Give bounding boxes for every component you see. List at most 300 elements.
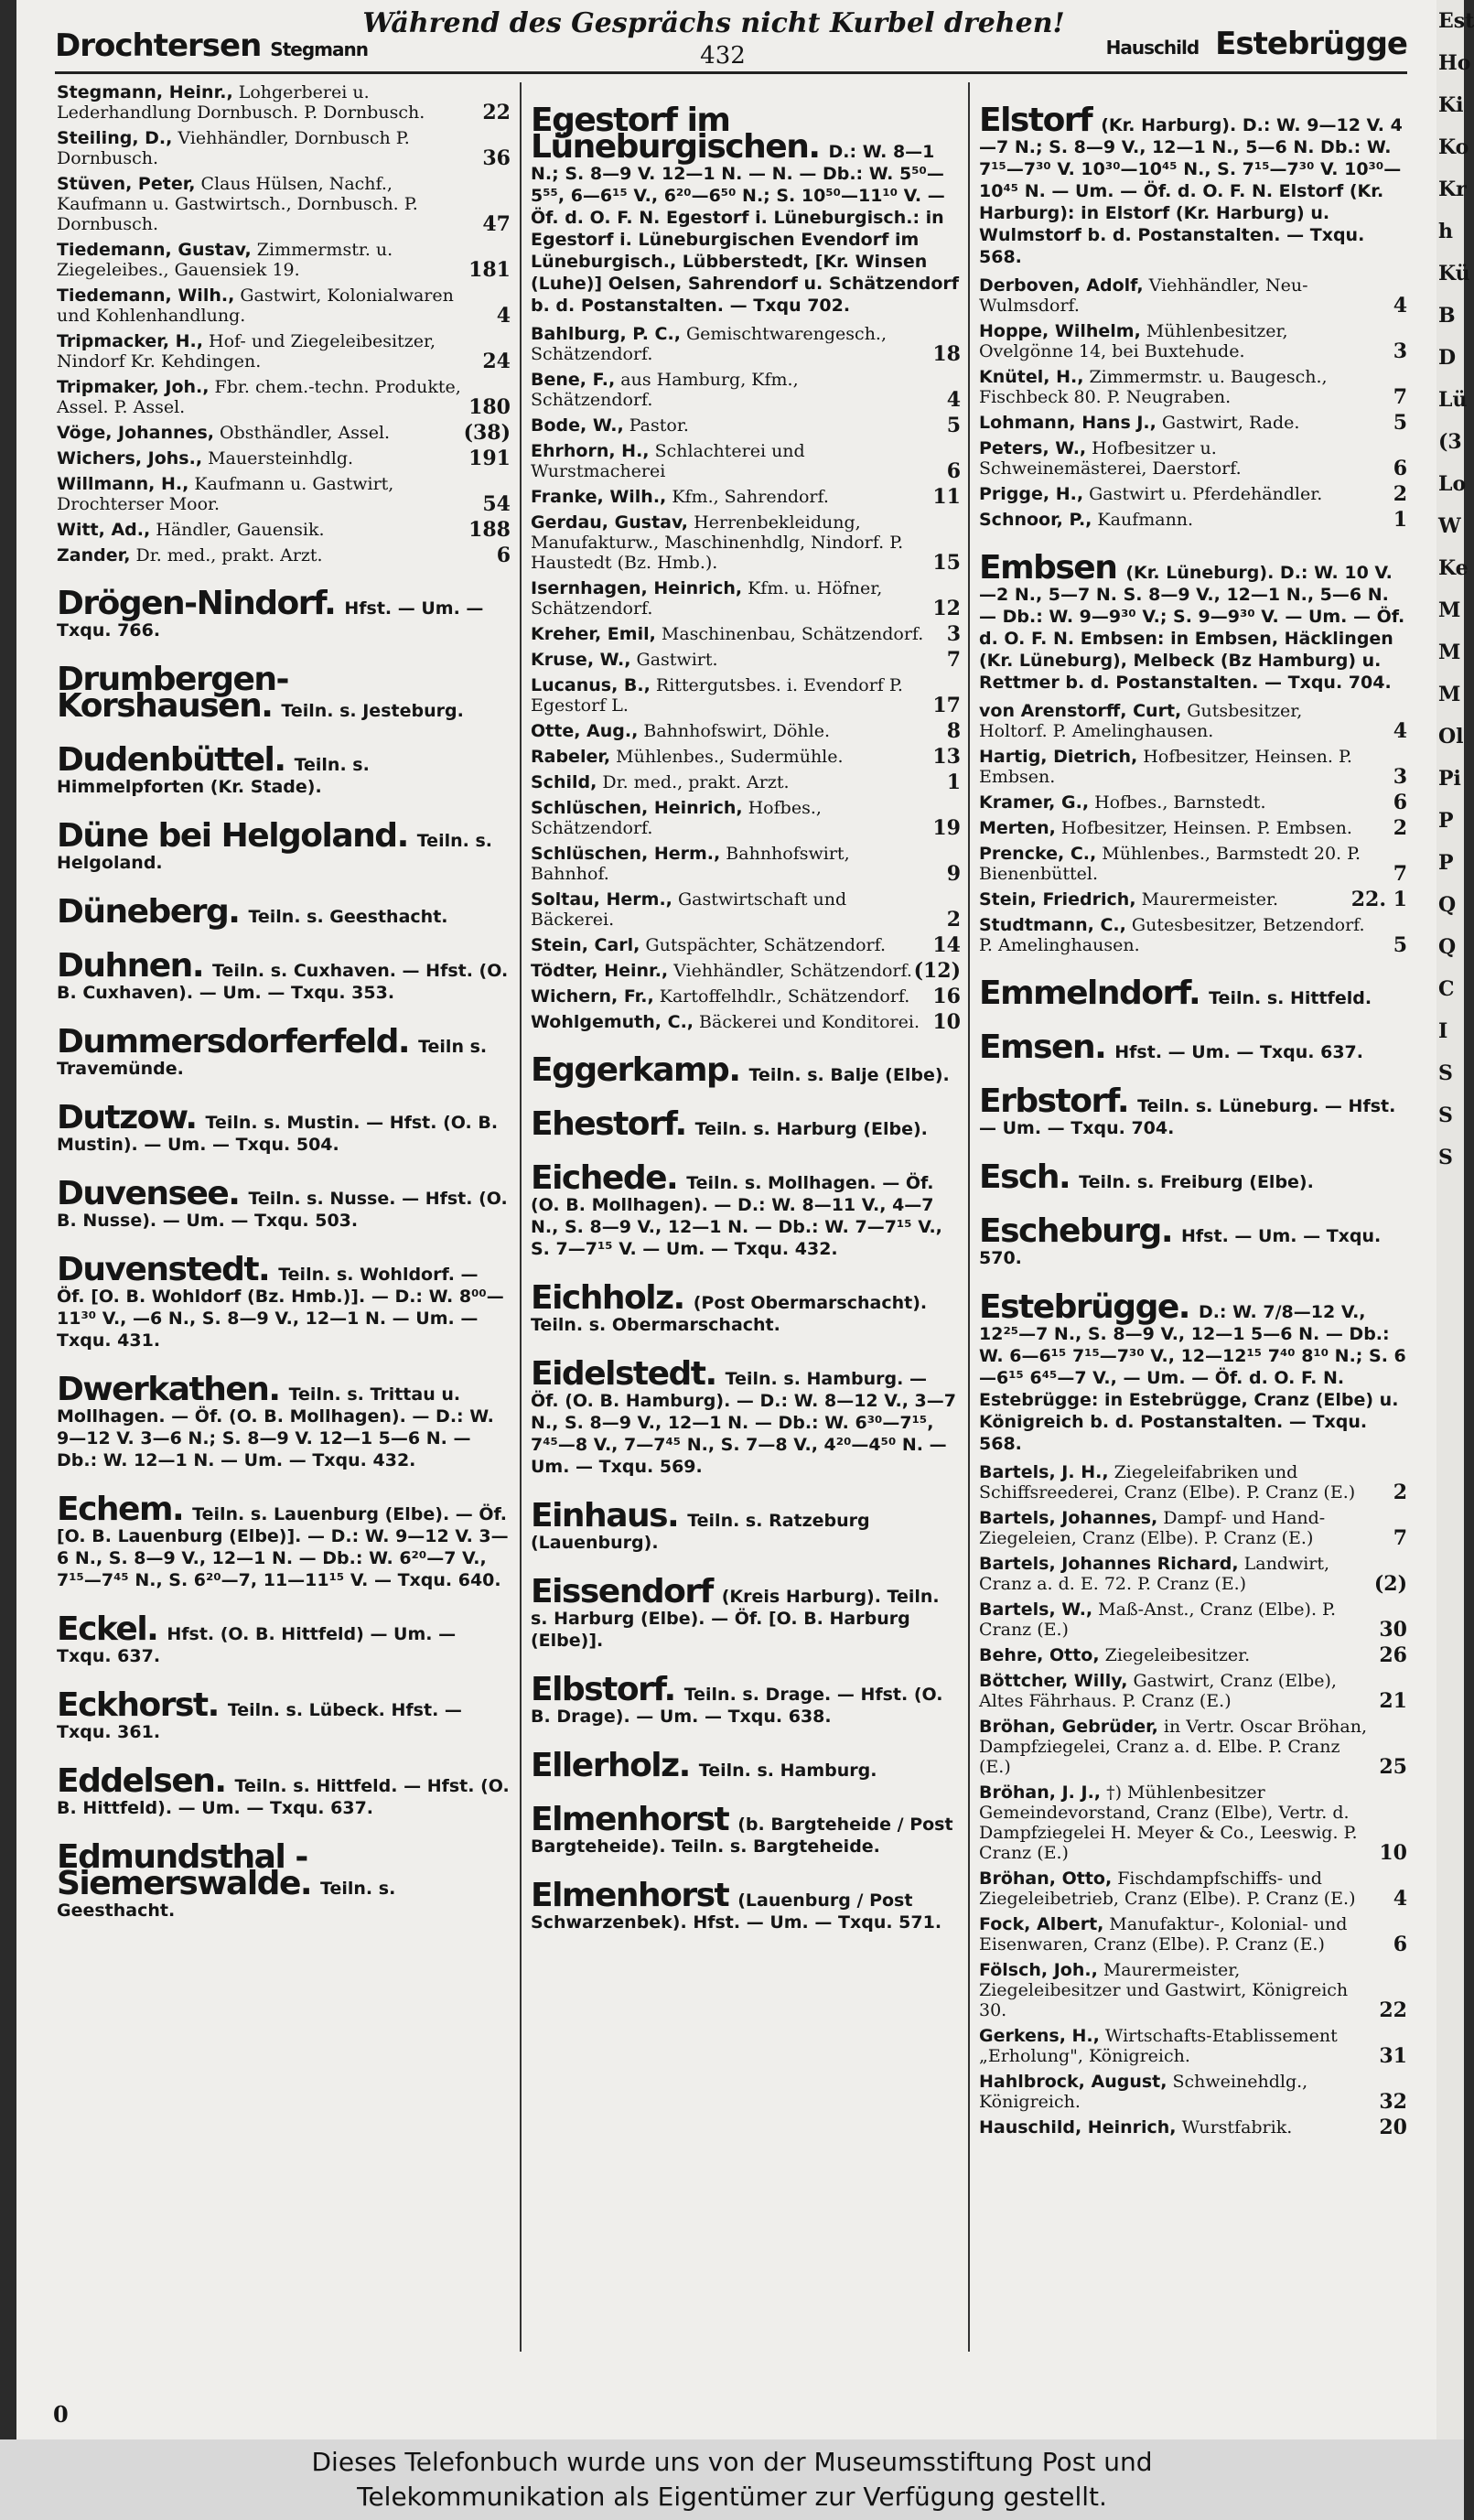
- listing-entry: [57, 285, 511, 326]
- subscriber-details: Obsthändler, Assel.: [213, 423, 391, 443]
- phone-number: 21: [1379, 1689, 1407, 1713]
- place-info: Teiln. s. Cuxhaven. — Hfst. (O. B. Cuxhaven). — Um. — Txqu. 353.: [57, 961, 509, 1003]
- subscriber-name: Merten,: [979, 818, 1056, 838]
- footer-notice: [0, 2439, 1464, 2520]
- edge-fragment: Ol: [1438, 725, 1464, 748]
- subscriber-name: Tiedemann, Gustav,: [57, 240, 252, 260]
- directory-page: [16, 0, 1436, 2439]
- listing-entry: [531, 986, 961, 1007]
- place-name: Duvenstedt.: [57, 1251, 270, 1288]
- edge-fragment: M: [1438, 683, 1461, 706]
- phone-number: 22. 1: [1350, 888, 1407, 911]
- subscriber-details: Viehhändler, Dornbusch P. Dornbusch.: [57, 128, 410, 168]
- listing-entry: [979, 275, 1407, 316]
- place-heading: [979, 1082, 1407, 1139]
- listing-entry: [531, 889, 961, 930]
- edge-fragment: S: [1438, 1146, 1453, 1169]
- subscriber-details: Hofbesitzer u. Schweinemästerei, Daerstorf.: [979, 438, 1242, 479]
- edge-fragment: C: [1438, 977, 1455, 1001]
- subscriber-details: Gastwirt, Cranz (Elbe), Altes Fährhaus. P. Cranz (E.): [979, 1671, 1337, 1711]
- listing-entry: [979, 2117, 1407, 2138]
- place-info: Teiln. s. Trittau u. Mollhagen. — Öf. (O. B. Mollhagen). — D.: W. 9—12 V. 3—6 N.; S. 8—9 V. 12—1 5—6 N. — Db.: W. 12—1 N. — Um. — Txqu. 432.: [57, 1384, 494, 1470]
- subscriber-name: Derboven, Adolf,: [979, 275, 1144, 296]
- subscriber-details: Mühlenbes., Barmstedt 20. P. Bienenbüttel.: [979, 844, 1361, 884]
- listing-entry: [531, 798, 961, 838]
- header-page-number: 432: [700, 42, 746, 70]
- place-heading: [979, 1212, 1407, 1269]
- place-heading: [531, 1801, 961, 1858]
- listing-entry: [57, 474, 511, 514]
- subscriber-details: Hofbesitzer, Heinsen. P. Embsen.: [1055, 818, 1352, 838]
- place-info: D.: W. 7/8—12 V., 12²⁵—7 N., S. 8—9 V., 12—1 5—6 N. — Db.: W. 6—6¹⁵ 7¹⁵—7³⁰ V., 12—12¹⁵ 7⁴⁰ 8¹⁰ N.; S. 6—6¹⁵ 6⁴⁵—7 V., — Um. — Öf. d. O. F. N. Estebrügge: in Estebrügge, Cranz (Elbe) u. Königreich b. d. Postanstalten. — Txqu. 568.: [979, 1302, 1406, 1454]
- place-heading: [57, 1175, 511, 1232]
- listing-entry: [531, 441, 961, 481]
- listing-entry: [979, 1508, 1407, 1548]
- edge-fragment: P: [1438, 851, 1454, 875]
- subscriber-details: Ziegeleifabriken und Schiffsreederei, Cranz (Elbe). P. Cranz (E.): [979, 1462, 1356, 1502]
- listing-entry: [531, 650, 961, 670]
- subscriber-name: Hahlbrock, August,: [979, 2072, 1167, 2092]
- subscriber-name: Fock, Albert,: [979, 1914, 1104, 1934]
- subscriber-details: Rittergutsbes. i. Evendorf P. Egestorf L.: [531, 675, 903, 716]
- place-name: Drumbergen-Korshausen.: [57, 661, 288, 725]
- place-info: Teiln. s. Hamburg. — Öf. (O. B. Hamburg). — D.: W. 8—12 V., 3—7 N., S. 8—9 V., 12—1 N. — Db.: W. 6³⁰—7¹⁵, 7⁴⁵—8 V., 7—7⁴⁵ N., S. 7—8 V., 4²⁰—4⁵⁰ N. — Um. — Txqu. 569.: [531, 1369, 956, 1477]
- subscriber-name: Willmann, H.,: [57, 474, 189, 494]
- subscriber-name: von Arenstorff, Curt,: [979, 701, 1182, 721]
- subscriber-name: Tripmaker, Joh.,: [57, 377, 210, 397]
- place-info: Teiln. s. Geesthacht.: [57, 1879, 396, 1921]
- place-info: (Kr. Harburg). D.: W. 9—12 V. 4—7 N.; S. 8—9 V., 12—1 N., 5—6 N. Db.: W. 7¹⁵—7³⁰ V. 10³⁰—10⁴⁵ N., S. 7¹⁵—7³⁰ V. 10³⁰—10⁴⁵ N. — Um. — Öf. d. O. F. N. Elstorf (Kr. Harburg): in Elstorf (Kr. Harburg) u. Wulmstorf b. d. Postanstalten. — Txqu. 568.: [979, 115, 1403, 267]
- place-info: (Kreis Harburg). Teiln. s. Harburg (Elbe). — Öf. [O. B. Harburg (Elbe)].: [531, 1587, 940, 1651]
- place-name: Drögen-Nindorf.: [57, 585, 336, 622]
- phone-number: 20: [1379, 2116, 1407, 2139]
- place-heading: [979, 1288, 1407, 1455]
- subscriber-details: Maschinenbau, Schätzendorf.: [655, 624, 924, 644]
- place-heading: [57, 893, 511, 931]
- listing-entry: [979, 701, 1407, 741]
- listing-entry: [57, 377, 511, 417]
- phone-number: 47: [482, 212, 511, 236]
- subscriber-name: Tödter, Heinr.,: [531, 961, 669, 981]
- listing-entry: [979, 889, 1407, 910]
- subscriber-name: Prigge, H.,: [979, 484, 1084, 504]
- place-heading: [57, 947, 511, 1004]
- place-name: Escheburg.: [979, 1212, 1173, 1250]
- subscriber-details: Lohgerberei u. Lederhandlung Dornbusch. P. Dornbusch.: [57, 82, 425, 123]
- listing-entry: [57, 448, 511, 468]
- subscriber-name: Hauschild, Heinrich,: [979, 2117, 1177, 2138]
- subscriber-details: Gastwirt, Kolonialwaren und Kohlenhandlung.: [57, 285, 454, 326]
- listing-entry: [531, 512, 961, 573]
- subscriber-details: Zimmermstr. u. Baugesch., Fischbeck 80. P. Neugraben.: [979, 367, 1328, 407]
- header-left-place: Drochtersen: [55, 27, 262, 64]
- phone-number: 6: [1393, 457, 1407, 480]
- phone-number: 4: [496, 304, 511, 328]
- place-name: Eggerkamp.: [531, 1051, 740, 1089]
- subscriber-name: Peters, W.,: [979, 438, 1087, 458]
- place-heading: [979, 102, 1407, 268]
- phone-number: 2: [1393, 482, 1407, 506]
- phone-number: 5: [1393, 411, 1407, 435]
- subscriber-name: Schnoor, P.,: [979, 510, 1092, 530]
- edge-fragment: B: [1438, 304, 1456, 328]
- place-name: Eddelsen.: [57, 1762, 226, 1800]
- listing-entry: [979, 1960, 1407, 2020]
- phone-number: 26: [1379, 1643, 1407, 1667]
- subscriber-name: Lohmann, Hans J.,: [979, 413, 1157, 433]
- listing-entry: [979, 747, 1407, 787]
- edge-fragment: M: [1438, 641, 1461, 664]
- place-heading: [531, 102, 961, 317]
- phone-number: 5: [1393, 933, 1407, 957]
- phone-number: 4: [1393, 1887, 1407, 1911]
- phone-number: 180: [468, 395, 511, 419]
- footer-line-2: Telekommunikation als Eigentümer zur Verfügung gestellt.: [357, 2482, 1107, 2512]
- subscriber-details: Landwirt, Cranz a. d. E. 72. P. Cranz (E.): [979, 1554, 1330, 1594]
- subscriber-details: Hofbes., Barnstedt.: [1089, 792, 1266, 813]
- subscriber-details: Händler, Gauensik.: [150, 520, 325, 540]
- listing-entry: [979, 438, 1407, 479]
- subscriber-details: Bahnhofswirt, Bahnhof.: [531, 844, 850, 884]
- place-info: Teiln. s. Lüneburg. — Hfst. — Um. — Txqu. 704.: [979, 1096, 1396, 1138]
- subscriber-name: Zander,: [57, 545, 131, 565]
- phone-number: 10: [1379, 1841, 1407, 1865]
- listing-entry: [57, 520, 511, 540]
- place-heading: [57, 1610, 511, 1667]
- subscriber-details: Zimmermstr. u. Ziegeleibes., Gauensiek 19.: [57, 240, 393, 280]
- subscriber-details: Manufaktur-, Kolonial- und Eisenwaren, Cranz (Elbe). P. Cranz (E.): [979, 1914, 1348, 1955]
- place-name: Düne bei Helgoland.: [57, 817, 408, 855]
- listing-entry: [531, 1012, 961, 1032]
- subscriber-name: Ehrhorn, H.,: [531, 441, 650, 461]
- subscriber-details: Hof- und Ziegeleibesitzer, Nindorf Kr. Kehdingen.: [57, 331, 436, 372]
- subscriber-details: in Vertr. Oscar Bröhan, Dampfziegelei, Cranz a. d. Elbe. P. Cranz (E.): [979, 1717, 1368, 1777]
- listing-entry: [979, 484, 1407, 504]
- place-name: Duvensee.: [57, 1175, 240, 1212]
- place-heading: [531, 1573, 961, 1652]
- subscriber-name: Otte, Aug.,: [531, 721, 639, 741]
- listing-entry: [531, 772, 961, 792]
- listing-entry: [531, 624, 961, 644]
- subscriber-details: Kaufmann u. Gastwirt, Drochterser Moor.: [57, 474, 394, 514]
- place-info: Teiln. s. Geesthacht.: [248, 907, 448, 927]
- phone-number: 22: [482, 101, 511, 124]
- subscriber-details: Mühlenbesitzer, Ovelgönne 14, bei Buxtehude.: [979, 321, 1288, 361]
- listing-entry: [979, 1645, 1407, 1665]
- place-info: Teiln. s. Harburg (Elbe).: [694, 1119, 928, 1139]
- place-info: Teiln. s. Hittfeld. — Hfst. (O. B. Hittfeld). — Um. — Txqu. 637.: [57, 1776, 510, 1818]
- place-info: Teiln. s. Mollhagen. — Öf. (O. B. Mollhagen). — D.: W. 8—11 V., 4—7 N., S. 8—9 V., 12—1 N. — Db.: W. 7—7¹⁵ V., S. 7—7¹⁵ V. — Um. — Txqu. 432.: [531, 1173, 942, 1259]
- edge-fragment: S: [1438, 1104, 1453, 1127]
- listing-entry: [979, 792, 1407, 813]
- subscriber-name: Wohlgemuth, C.,: [531, 1012, 694, 1032]
- subscriber-details: Dr. med., prakt. Arzt.: [597, 772, 790, 792]
- subscriber-name: Hartig, Dietrich,: [979, 747, 1138, 767]
- subscriber-name: Gerkens, H.,: [979, 2026, 1100, 2046]
- phone-number: (38): [463, 421, 511, 445]
- header-left: [55, 27, 368, 64]
- place-name: Dutzow.: [57, 1099, 197, 1136]
- place-heading: [979, 975, 1407, 1012]
- subscriber-name: Kramer, G.,: [979, 792, 1090, 813]
- listing-entry: [531, 747, 961, 767]
- phone-number: 191: [468, 447, 511, 470]
- place-info: Teiln. s. Balje (Elbe).: [748, 1065, 950, 1085]
- listing-entry: [979, 1717, 1407, 1777]
- place-heading: [57, 1838, 511, 1922]
- phone-number: 1: [946, 770, 961, 794]
- subscriber-details: aus Hamburg, Kfm., Schätzendorf.: [531, 370, 799, 410]
- place-info: Teiln. s. Drage. — Hfst. (O. B. Drage). — Um. — Txqu. 638.: [531, 1685, 943, 1727]
- subscriber-name: Stein, Carl,: [531, 935, 640, 955]
- place-name: Edmundsthal - Siemerswalde.: [57, 1838, 312, 1902]
- listing-entry: [531, 370, 961, 410]
- listing-entry: [979, 915, 1407, 955]
- listing-entry: [57, 174, 511, 234]
- place-name: Eidelstedt.: [531, 1355, 716, 1393]
- place-info: Teiln. s. Helgoland.: [57, 831, 492, 873]
- place-heading: [979, 1158, 1407, 1196]
- phone-number: 10: [932, 1010, 961, 1034]
- subscriber-name: Soltau, Herm.,: [531, 889, 672, 910]
- place-info: Hfst. — Um. — Txqu. 766.: [57, 598, 484, 641]
- edge-fragment: D: [1438, 346, 1457, 370]
- phone-number: 19: [932, 816, 961, 840]
- listing-entry: [57, 240, 511, 280]
- place-name: Elbstorf.: [531, 1671, 675, 1708]
- phone-number: 32: [1379, 2090, 1407, 2114]
- place-name: Erbstorf.: [979, 1082, 1129, 1120]
- listing-entry: [979, 321, 1407, 361]
- phone-number: 5: [946, 414, 961, 437]
- header-notice: Während des Gesprächs nicht Kurbel drehen!: [362, 7, 1065, 39]
- listing-entry: [531, 324, 961, 364]
- subscriber-name: Kruse, W.,: [531, 650, 631, 670]
- subscriber-name: Knütel, H.,: [979, 367, 1084, 387]
- subscriber-details: Wurstfabrik.: [1176, 2117, 1293, 2138]
- phone-number: 6: [1393, 1933, 1407, 1956]
- listing-entry: [57, 331, 511, 372]
- edge-fragment: Ke: [1438, 556, 1469, 580]
- edge-fragment: Kr: [1438, 178, 1467, 201]
- subscriber-details: Gutsbesitzer, Holtorf. P. Amelinghausen.: [979, 701, 1303, 741]
- place-heading: [57, 661, 511, 725]
- column-3: [979, 82, 1407, 2425]
- phone-number: 14: [932, 933, 961, 957]
- listing-entry: [979, 818, 1407, 838]
- place-name: Dummersdorferfeld.: [57, 1023, 410, 1061]
- subscriber-name: Rabeler,: [531, 747, 611, 767]
- place-info: D.: W. 8—1 N.; S. 8—9 V. 12—1 N. — N. — Db.: W. 5⁵⁰—5⁵⁵, 6—6¹⁵ V., 6²⁰—6⁵⁰ N.; S. 10⁵⁰—11¹⁰ V. — Öf. d. O. F. N. Egestorf i. Lüneburgisch.: in Egestorf i. Lüneburgischen Evendorf im Lüneburgisch., Lübberstedt, [Kr. Winsen (Luhe)] Oelsen, Sahrendorf u. Schätzendorf b. d. Postanstalten. — Txqu 702.: [531, 142, 960, 316]
- place-info: Teiln. s. Jesteburg.: [281, 701, 464, 721]
- place-name: Dudenbüttel.: [57, 741, 285, 779]
- place-info: Teiln s. Travemünde.: [57, 1037, 488, 1079]
- phone-number: 4: [946, 388, 961, 412]
- edge-fragment: h: [1438, 220, 1453, 243]
- subscriber-name: Bartels, Johannes,: [979, 1508, 1158, 1528]
- phone-number: 54: [482, 492, 511, 516]
- edge-fragment: Ki: [1438, 93, 1464, 117]
- subscriber-name: Tripmacker, H.,: [57, 331, 203, 351]
- subscriber-details: Fbr. chem.-techn. Produkte, Assel. P. Assel.: [57, 377, 461, 417]
- phone-number: 3: [1393, 765, 1407, 789]
- subscriber-details: Hofbesitzer, Heinsen. P. Embsen.: [979, 747, 1352, 787]
- listing-entry: [979, 1914, 1407, 1955]
- edge-fragment: W: [1438, 514, 1461, 538]
- subscriber-details: Schlachterei und Wurstmacherei: [531, 441, 805, 481]
- listing-entry: [979, 1671, 1407, 1711]
- subscriber-details: Gastwirt, Rade.: [1156, 413, 1300, 433]
- subscriber-name: Stein, Friedrich,: [979, 889, 1136, 910]
- edge-fragment: (3: [1438, 430, 1462, 454]
- place-name: Eichede.: [531, 1159, 678, 1197]
- listing-entry: [531, 721, 961, 741]
- listing-entry: [979, 510, 1407, 530]
- subscriber-details: Kartoffelhdlr., Schätzendorf.: [653, 986, 910, 1007]
- listing-entry: [531, 487, 961, 507]
- place-info: (Kr. Lüneburg). D.: W. 10 V.—2 N., 5—7 N. S. 8—9 V., 12—1 N., 5—6 N. — Db.: W. 9—9³⁰ V.; S. 9—9³⁰ V. — Um. — Öf. d. O. F. N. Embsen: in Embsen, Häcklingen (Kr. Lüneburg), Melbeck (Bz Hamburg) u. Rettmer b. d. Postanstalten. — Txqu. 704.: [979, 563, 1405, 693]
- subscriber-name: Kreher, Emil,: [531, 624, 656, 644]
- place-name: Elmenhorst: [531, 1877, 729, 1914]
- footer-line-1: Dieses Telefonbuch wurde uns von der Museumsstiftung Post und: [311, 2447, 1153, 2477]
- phone-number: 12: [932, 597, 961, 620]
- subscriber-details: Gastwirt u. Pferdehändler.: [1083, 484, 1323, 504]
- place-name: Eichholz.: [531, 1279, 684, 1317]
- place-name: Dwerkathen.: [57, 1371, 280, 1408]
- subscriber-details: Gastwirt.: [630, 650, 718, 670]
- place-info: Teiln. s. Ratzeburg (Lauenburg).: [531, 1511, 870, 1553]
- header-right-name: Hauschild: [1105, 37, 1200, 59]
- edge-fragment: Lo: [1438, 472, 1467, 496]
- place-heading: [57, 1686, 511, 1743]
- subscriber-details: Viehhändler, Schätzendorf.: [668, 961, 912, 981]
- listing-entry: [57, 423, 511, 443]
- phone-number: 25: [1379, 1755, 1407, 1779]
- place-heading: [57, 1251, 511, 1352]
- phone-number: 4: [1393, 719, 1407, 743]
- place-name: Echem.: [57, 1491, 184, 1528]
- subscriber-details: Kfm. u. Höfner, Schätzendorf.: [531, 578, 883, 619]
- header-left-name: Stegmann: [270, 38, 368, 60]
- adjacent-page-edge: [1436, 0, 1474, 2439]
- listing-entry: [979, 844, 1407, 884]
- phone-number: 4: [1393, 294, 1407, 318]
- phone-number: 3: [1393, 339, 1407, 363]
- subscriber-details: Gemischtwarengesch., Schätzendorf.: [531, 324, 888, 364]
- phone-number: 24: [482, 350, 511, 373]
- subscriber-name: Studtmann, C.,: [979, 915, 1126, 935]
- place-heading: [531, 1051, 961, 1089]
- edge-fragment: Q: [1438, 893, 1457, 917]
- phone-number: 6: [496, 544, 511, 567]
- phone-number: 30: [1379, 1618, 1407, 1642]
- subscriber-name: Hoppe, Wilhelm,: [979, 321, 1141, 341]
- subscriber-name: Schlüschen, Herm.,: [531, 844, 721, 864]
- edge-fragment: Kü: [1438, 262, 1470, 285]
- edge-fragment: M: [1438, 598, 1461, 622]
- phone-number: 8: [946, 719, 961, 743]
- column-divider: [520, 82, 522, 2352]
- subscriber-details: Dampf- und Hand-Ziegeleien, Cranz (Elbe). P. Cranz (E.): [979, 1508, 1326, 1548]
- listing-entry: [979, 2026, 1407, 2066]
- place-heading: [57, 585, 511, 641]
- subscriber-details: Mühlenbes., Sudermühle.: [610, 747, 844, 767]
- place-name: Ehestorf.: [531, 1105, 686, 1143]
- place-heading: [531, 1279, 961, 1336]
- place-name: Eissendorf: [531, 1573, 713, 1610]
- place-heading: [531, 1105, 961, 1143]
- subscriber-name: Stegmann, Heinr.,: [57, 82, 233, 102]
- edge-fragment: Ko: [1438, 135, 1469, 159]
- phone-number: 2: [1393, 1481, 1407, 1504]
- subscriber-name: Vöge, Johannes,: [57, 423, 214, 443]
- phone-number: 7: [1393, 1526, 1407, 1550]
- subscriber-details: Mauersteinhdlg.: [202, 448, 354, 468]
- phone-number: 3: [946, 622, 961, 646]
- phone-number: 7: [946, 648, 961, 672]
- edge-fragment: Pi: [1438, 767, 1461, 791]
- place-name: Emsen.: [979, 1028, 1106, 1066]
- phone-number: 188: [468, 518, 511, 542]
- place-name: Düneberg.: [57, 893, 240, 931]
- header-right-place: Estebrügge: [1215, 26, 1407, 62]
- phone-number: 22: [1379, 1998, 1407, 2022]
- column-1: [57, 82, 511, 2425]
- subscriber-name: Fölsch, Joh.,: [979, 1960, 1098, 1980]
- place-info: Teiln. s. Freiburg (Elbe).: [1079, 1172, 1314, 1192]
- place-name: Duhnen.: [57, 947, 203, 985]
- phone-number: 16: [932, 985, 961, 1008]
- subscriber-name: Behre, Otto,: [979, 1645, 1100, 1665]
- listing-entry: [531, 935, 961, 955]
- place-name: Esch.: [979, 1158, 1071, 1196]
- listing-entry: [57, 128, 511, 168]
- subscriber-details: Maurermeister, Ziegeleibesitzer und Gastwirt, Königreich 30.: [979, 1960, 1349, 2020]
- subscriber-details: Fischdampfschiffs- und Ziegeleibetrieb, Cranz (Elbe). P. Cranz (E.): [979, 1868, 1356, 1909]
- place-info: Teiln. s. Nusse. — Hfst. (O. B. Nusse). — Um. — Txqu. 503.: [57, 1189, 508, 1231]
- subscriber-name: Witt, Ad.,: [57, 520, 151, 540]
- subscriber-name: Bröhan, Gebrüder,: [979, 1717, 1158, 1737]
- page-header: [55, 7, 1407, 74]
- place-heading: [979, 1028, 1407, 1066]
- place-heading: [531, 1747, 961, 1784]
- place-info: Teiln. s. Wohldorf. — Öf. [O. B. Wohldorf (Bz. Hmb.)]. — D.: W. 8⁰⁰—11³⁰ V., —6 N., S. 8—9 V., 12—1 N. — Um. — Txqu. 431.: [57, 1265, 504, 1351]
- subscriber-name: Bröhan, Otto,: [979, 1868, 1113, 1889]
- place-info: Teiln. s. Hittfeld.: [1209, 988, 1372, 1008]
- phone-number: 13: [932, 745, 961, 769]
- listing-entry: [979, 367, 1407, 407]
- place-heading: [531, 1877, 961, 1933]
- listing-entry: [979, 1782, 1407, 1863]
- place-name: Emmelndorf.: [979, 975, 1200, 1012]
- place-info: Teiln. s. Lauenburg (Elbe). — Öf. [O. B. Lauenburg (Elbe)]. — D.: W. 9—12 V. 3—6 N., S. 8—9 V., 12—1 N. — Db.: W. 6²⁰—7 V., 7¹⁵—7⁴⁵ N., S. 6²⁰—7, 11—11¹⁵ V. — Txqu. 640.: [57, 1504, 509, 1590]
- subscriber-name: Bröhan, J. J.,: [979, 1782, 1102, 1803]
- subscriber-name: Bartels, J. H.,: [979, 1462, 1109, 1482]
- place-heading: [531, 1355, 961, 1478]
- subscriber-name: Bartels, W.,: [979, 1599, 1093, 1620]
- phone-number: 9: [946, 862, 961, 886]
- subscriber-details: Viehhändler, Neu-Wulmsdorf.: [979, 275, 1308, 316]
- subscriber-details: Claus Hülsen, Nachf., Kaufmann u. Gastwirtsch., Dornbusch. P. Dornbusch.: [57, 174, 418, 234]
- subscriber-name: Schild,: [531, 772, 597, 792]
- place-heading: [57, 817, 511, 874]
- listing-entry: [531, 675, 961, 716]
- listing-entry: [531, 844, 961, 884]
- subscriber-name: Lucanus, B.,: [531, 675, 651, 695]
- listing-entry: [979, 2072, 1407, 2112]
- subscriber-details: Kfm., Sahrendorf.: [666, 487, 829, 507]
- place-info: Hfst. (O. B. Hittfeld) — Um. — Txqu. 637.: [57, 1624, 457, 1666]
